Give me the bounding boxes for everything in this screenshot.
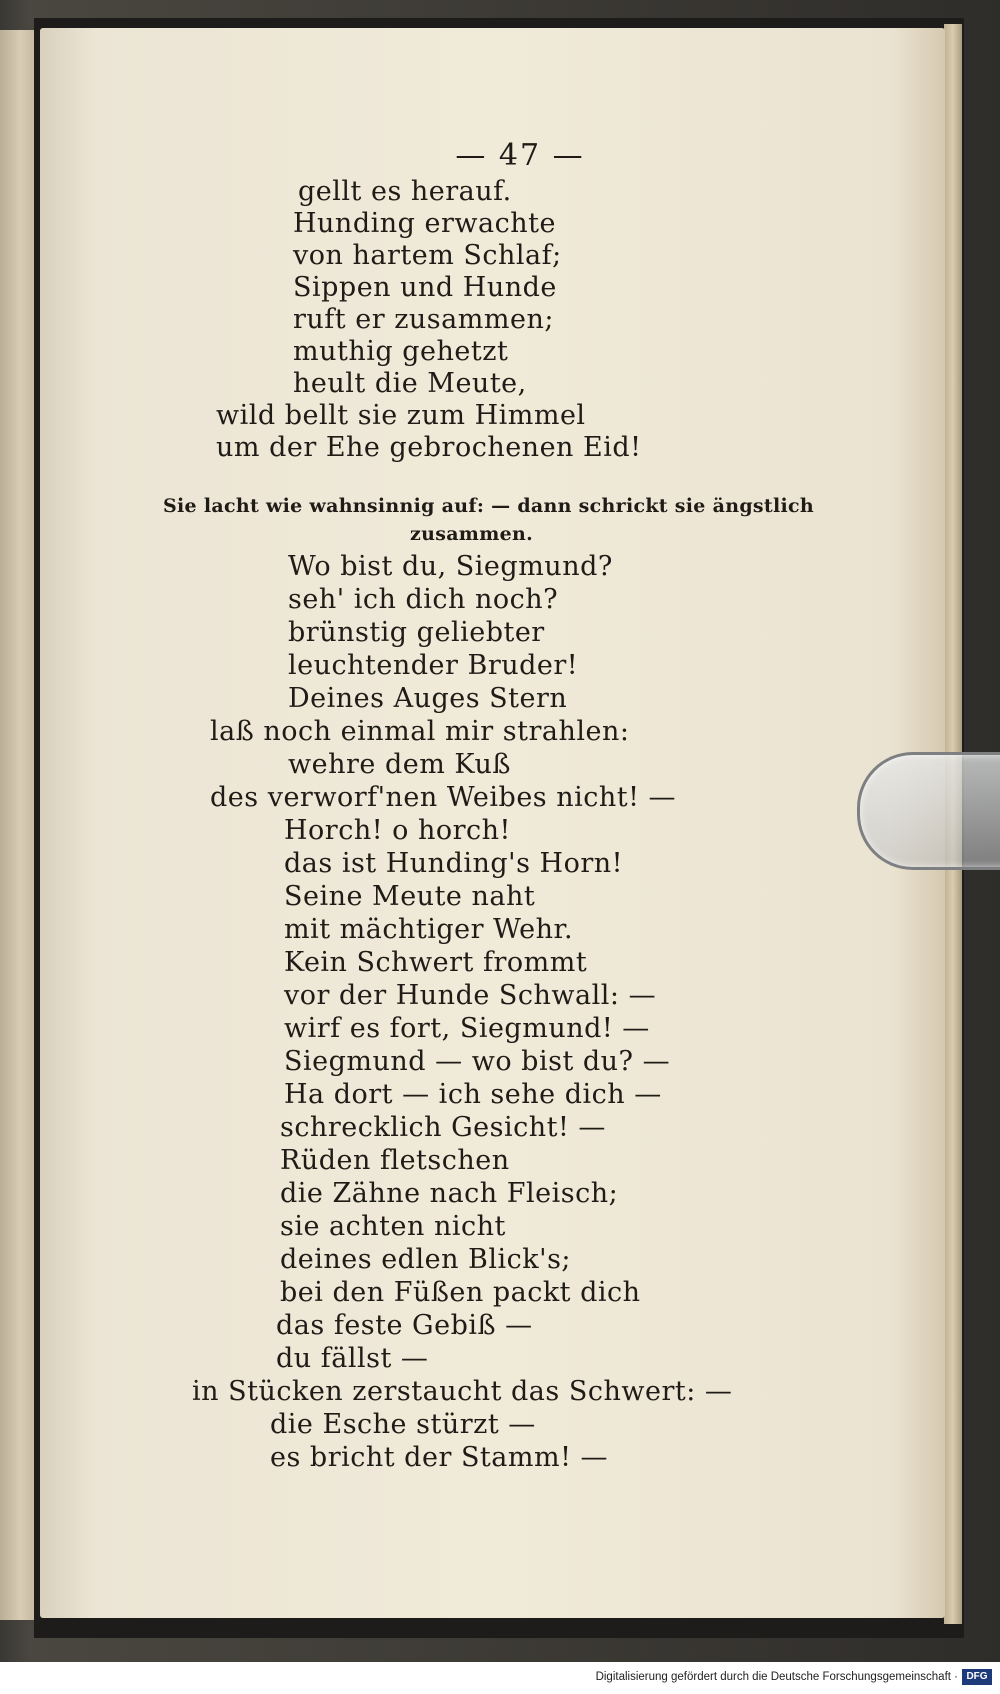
- verse-line: wild bellt sie zum Himmel: [216, 400, 586, 431]
- verse-line: es bricht der Stamm! —: [270, 1442, 609, 1473]
- verse-line: Kein Schwert frommt: [284, 947, 588, 978]
- dfg-logo: DFG: [962, 1669, 992, 1685]
- verse-line: die Esche stürzt —: [270, 1409, 536, 1440]
- stage-direction-line: zusammen.: [410, 523, 534, 545]
- verse-line: Hunding erwachte: [293, 208, 556, 239]
- verse-line: schrecklich Gesicht! —: [280, 1112, 606, 1143]
- verse-line: leuchtender Bruder!: [288, 650, 579, 681]
- left-page-edge: [0, 30, 34, 1620]
- verse-line: ruft er zusammen;: [293, 304, 554, 335]
- verse-line: mit mächtiger Wehr.: [284, 914, 574, 945]
- book-page: [40, 28, 945, 1618]
- verse-line: des verworf'nen Weibes nicht! —: [210, 782, 677, 813]
- verse-line: Deines Auges Stern: [288, 683, 568, 714]
- verse-line: Horch! o horch!: [284, 815, 511, 846]
- page-clip: [857, 752, 1000, 870]
- verse-line: brünstig geliebter: [288, 617, 545, 648]
- page-number: — 47 —: [455, 138, 585, 173]
- verse-line: vor der Hunde Schwall: —: [284, 980, 657, 1011]
- verse-line: in Stücken zerstaucht das Schwert: —: [192, 1376, 733, 1407]
- verse-line: heult die Meute,: [293, 368, 527, 399]
- verse-line: du fällst —: [276, 1343, 429, 1374]
- verse-line: das feste Gebiß —: [276, 1310, 533, 1341]
- verse-line: Ha dort — ich sehe dich —: [284, 1079, 662, 1110]
- verse-line: Wo bist du, Siegmund?: [288, 551, 613, 582]
- verse-line: deines edlen Blick's;: [280, 1244, 572, 1275]
- verse-line: bei den Füßen packt dich: [280, 1277, 641, 1308]
- verse-line: wehre dem Kuß: [288, 749, 511, 780]
- verse-line: die Zähne nach Fleisch;: [280, 1178, 619, 1209]
- verse-line: Sippen und Hunde: [293, 272, 557, 303]
- verse-line: laß noch einmal mir strahlen:: [210, 716, 630, 747]
- verse-line: wirf es fort, Siegmund! —: [284, 1013, 650, 1044]
- verse-line: Seine Meute naht: [284, 881, 536, 912]
- verse-line: von hartem Schlaf;: [293, 240, 562, 271]
- verse-line: Rüden fletschen: [280, 1145, 510, 1176]
- verse-line: muthig gehetzt: [293, 336, 509, 367]
- stage-direction-line: Sie lacht wie wahnsinnig auf: — dann schrickt sie ängstlich: [163, 495, 815, 517]
- verse-line: um der Ehe gebrochenen Eid!: [216, 432, 642, 463]
- verse-line: seh' ich dich noch?: [288, 584, 559, 615]
- verse-line: gellt es herauf.: [298, 176, 512, 207]
- verse-line: das ist Hunding's Horn!: [284, 848, 623, 879]
- verse-line: Siegmund — wo bist du? —: [284, 1046, 671, 1077]
- verse-line: sie achten nicht: [280, 1211, 506, 1242]
- footer-credit: Digitalisierung gefördert durch die Deutsche Forschungsgemeinschaft ·: [595, 1671, 958, 1683]
- footer-bar: [0, 1662, 1000, 1694]
